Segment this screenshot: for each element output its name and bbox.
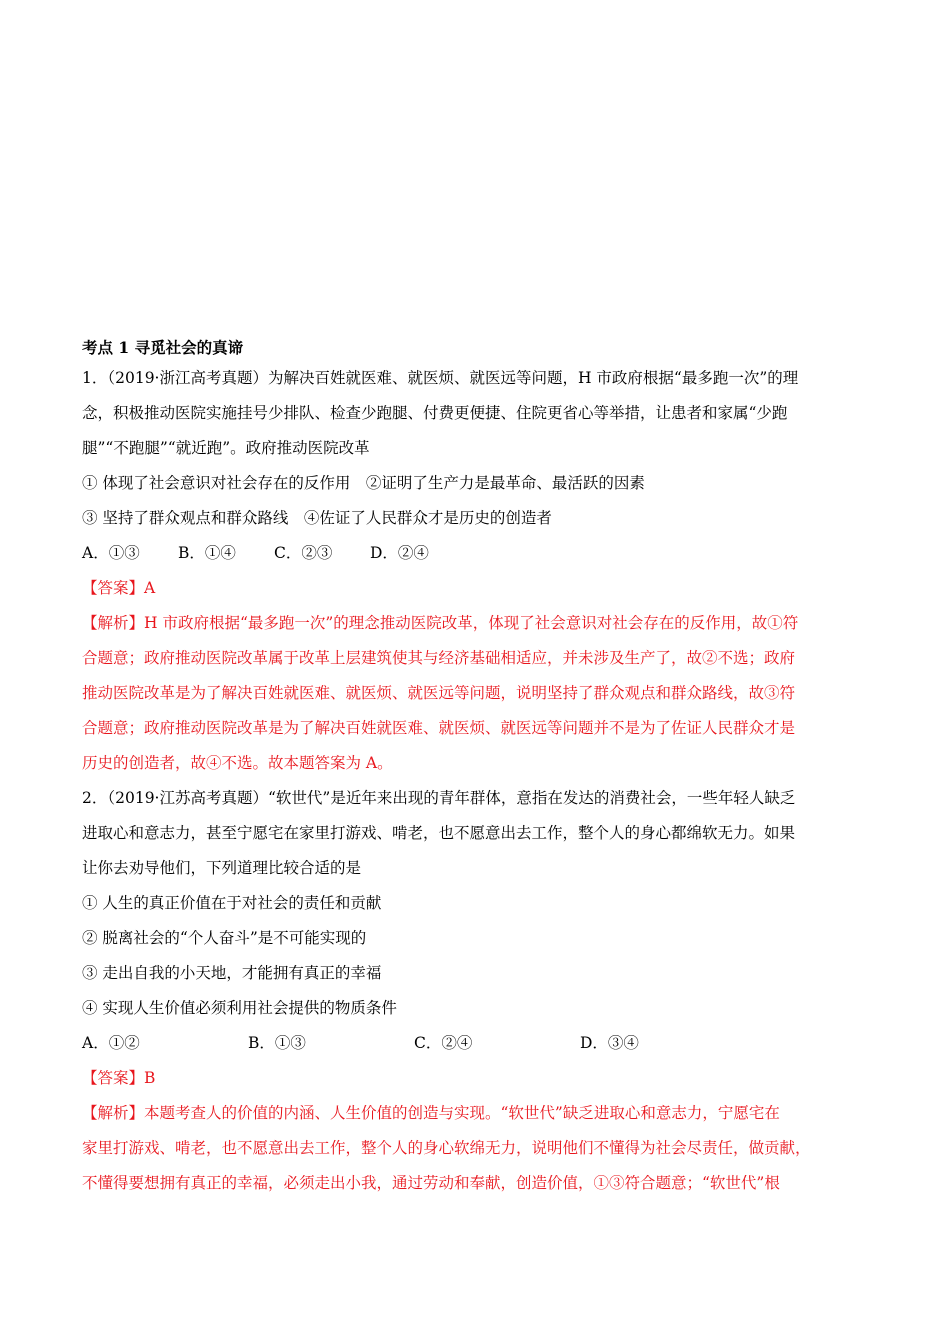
options-row (82, 1033, 872, 1068)
analysis-line: 【解析】本题考查人的价值的内涵、人生价值的创造与实现。“软世代”缺乏进取心和意志力，宁愿宅在 (82, 1104, 780, 1122)
statement-line: ① 人生的真正价值在于对社会的责任和贡献 (82, 894, 382, 912)
analysis-line: 合题意；政府推动医院改革是为了解决百姓就医难、就医烦、就医远等问题并不是为了佐证人民群众才是 (82, 719, 796, 737)
options-row (82, 543, 872, 578)
question-2 (82, 788, 872, 1208)
statement-line: ① 体现了社会意识对社会存在的反作用 ②证明了生产力是最革命、最活跃的因素 (82, 474, 645, 492)
analysis-line: 【解析】H 市政府根据“最多跑一次”的理念推动医院改革，体现了社会意识对社会存在的反作用，故①符 (82, 614, 799, 632)
answer-label: 【答案】A (82, 579, 156, 597)
option-c: C．②④ (414, 1034, 473, 1052)
option-d: D．③④ (580, 1034, 639, 1052)
statement-line: ② 脱离社会的“个人奋斗”是不可能实现的 (82, 929, 367, 947)
question-text-line: 2．（2019·江苏高考真题）“软世代”是近年来出现的青年群体，意指在发达的消费社会，一些年轻人缺乏 (82, 789, 796, 807)
statement-line: ③ 坚持了群众观点和群众路线 ④佐证了人民群众才是历史的创造者 (82, 509, 552, 527)
question-text-line: 让你去劝导他们，下列道理比较合适的是 (82, 859, 362, 877)
option-b: B．①④ (178, 544, 236, 562)
analysis-line: 家里打游戏、啃老，也不愿意出去工作，整个人的身心软绵无力，说明他们不懂得为社会尽责任，做贡献， (82, 1139, 811, 1157)
statement-line: ④ 实现人生价值必须利用社会提供的物质条件 (82, 999, 397, 1017)
option-d: D．②④ (370, 544, 429, 562)
analysis-line: 不懂得要想拥有真正的幸福，必须走出小我，通过劳动和奉献，创造价值，①③符合题意；“软世代”根 (82, 1174, 780, 1192)
option-c: C．②③ (274, 544, 333, 562)
question-text-line: 进取心和意志力，甚至宁愿宅在家里打游戏、啃老，也不愿意出去工作，整个人的身心都绵软无力。如果 (82, 824, 796, 842)
answer-label: 【答案】B (82, 1069, 156, 1087)
section-title: 考点 1 寻觅社会的真谛 (82, 338, 244, 357)
question-text-line: 念，积极推动医院实施挂号少排队、检查少跑腿、付费更便捷、住院更省心等举措，让患者和家属“少跑 (82, 404, 788, 422)
question-1 (82, 368, 872, 788)
question-text-line: 腿”“不跑腿”“就近跑”。政府推动医院改革 (82, 439, 370, 457)
option-a: A．①③ (82, 544, 140, 562)
analysis-line: 推动医院改革是为了解决百姓就医难、就医烦、就医远等问题，说明坚持了群众观点和群众路线，故③符 (82, 684, 796, 702)
question-text-line: 1．（2019·浙江高考真题）为解决百姓就医难、就医烦、就医远等问题，H 市政府根据“最多跑一次”的理 (82, 369, 799, 387)
analysis-line: 合题意；政府推动医院改革属于改革上层建筑使其与经济基础相适应，并未涉及生产了，故②不选；政府 (82, 649, 796, 667)
analysis-line: 历史的创造者，故④不选。故本题答案为 A。 (82, 754, 393, 772)
option-b: B．①③ (248, 1034, 306, 1052)
document-page (82, 338, 872, 1208)
statement-line: ③ 走出自我的小天地，才能拥有真正的幸福 (82, 964, 382, 982)
option-a: A．①② (82, 1034, 140, 1052)
